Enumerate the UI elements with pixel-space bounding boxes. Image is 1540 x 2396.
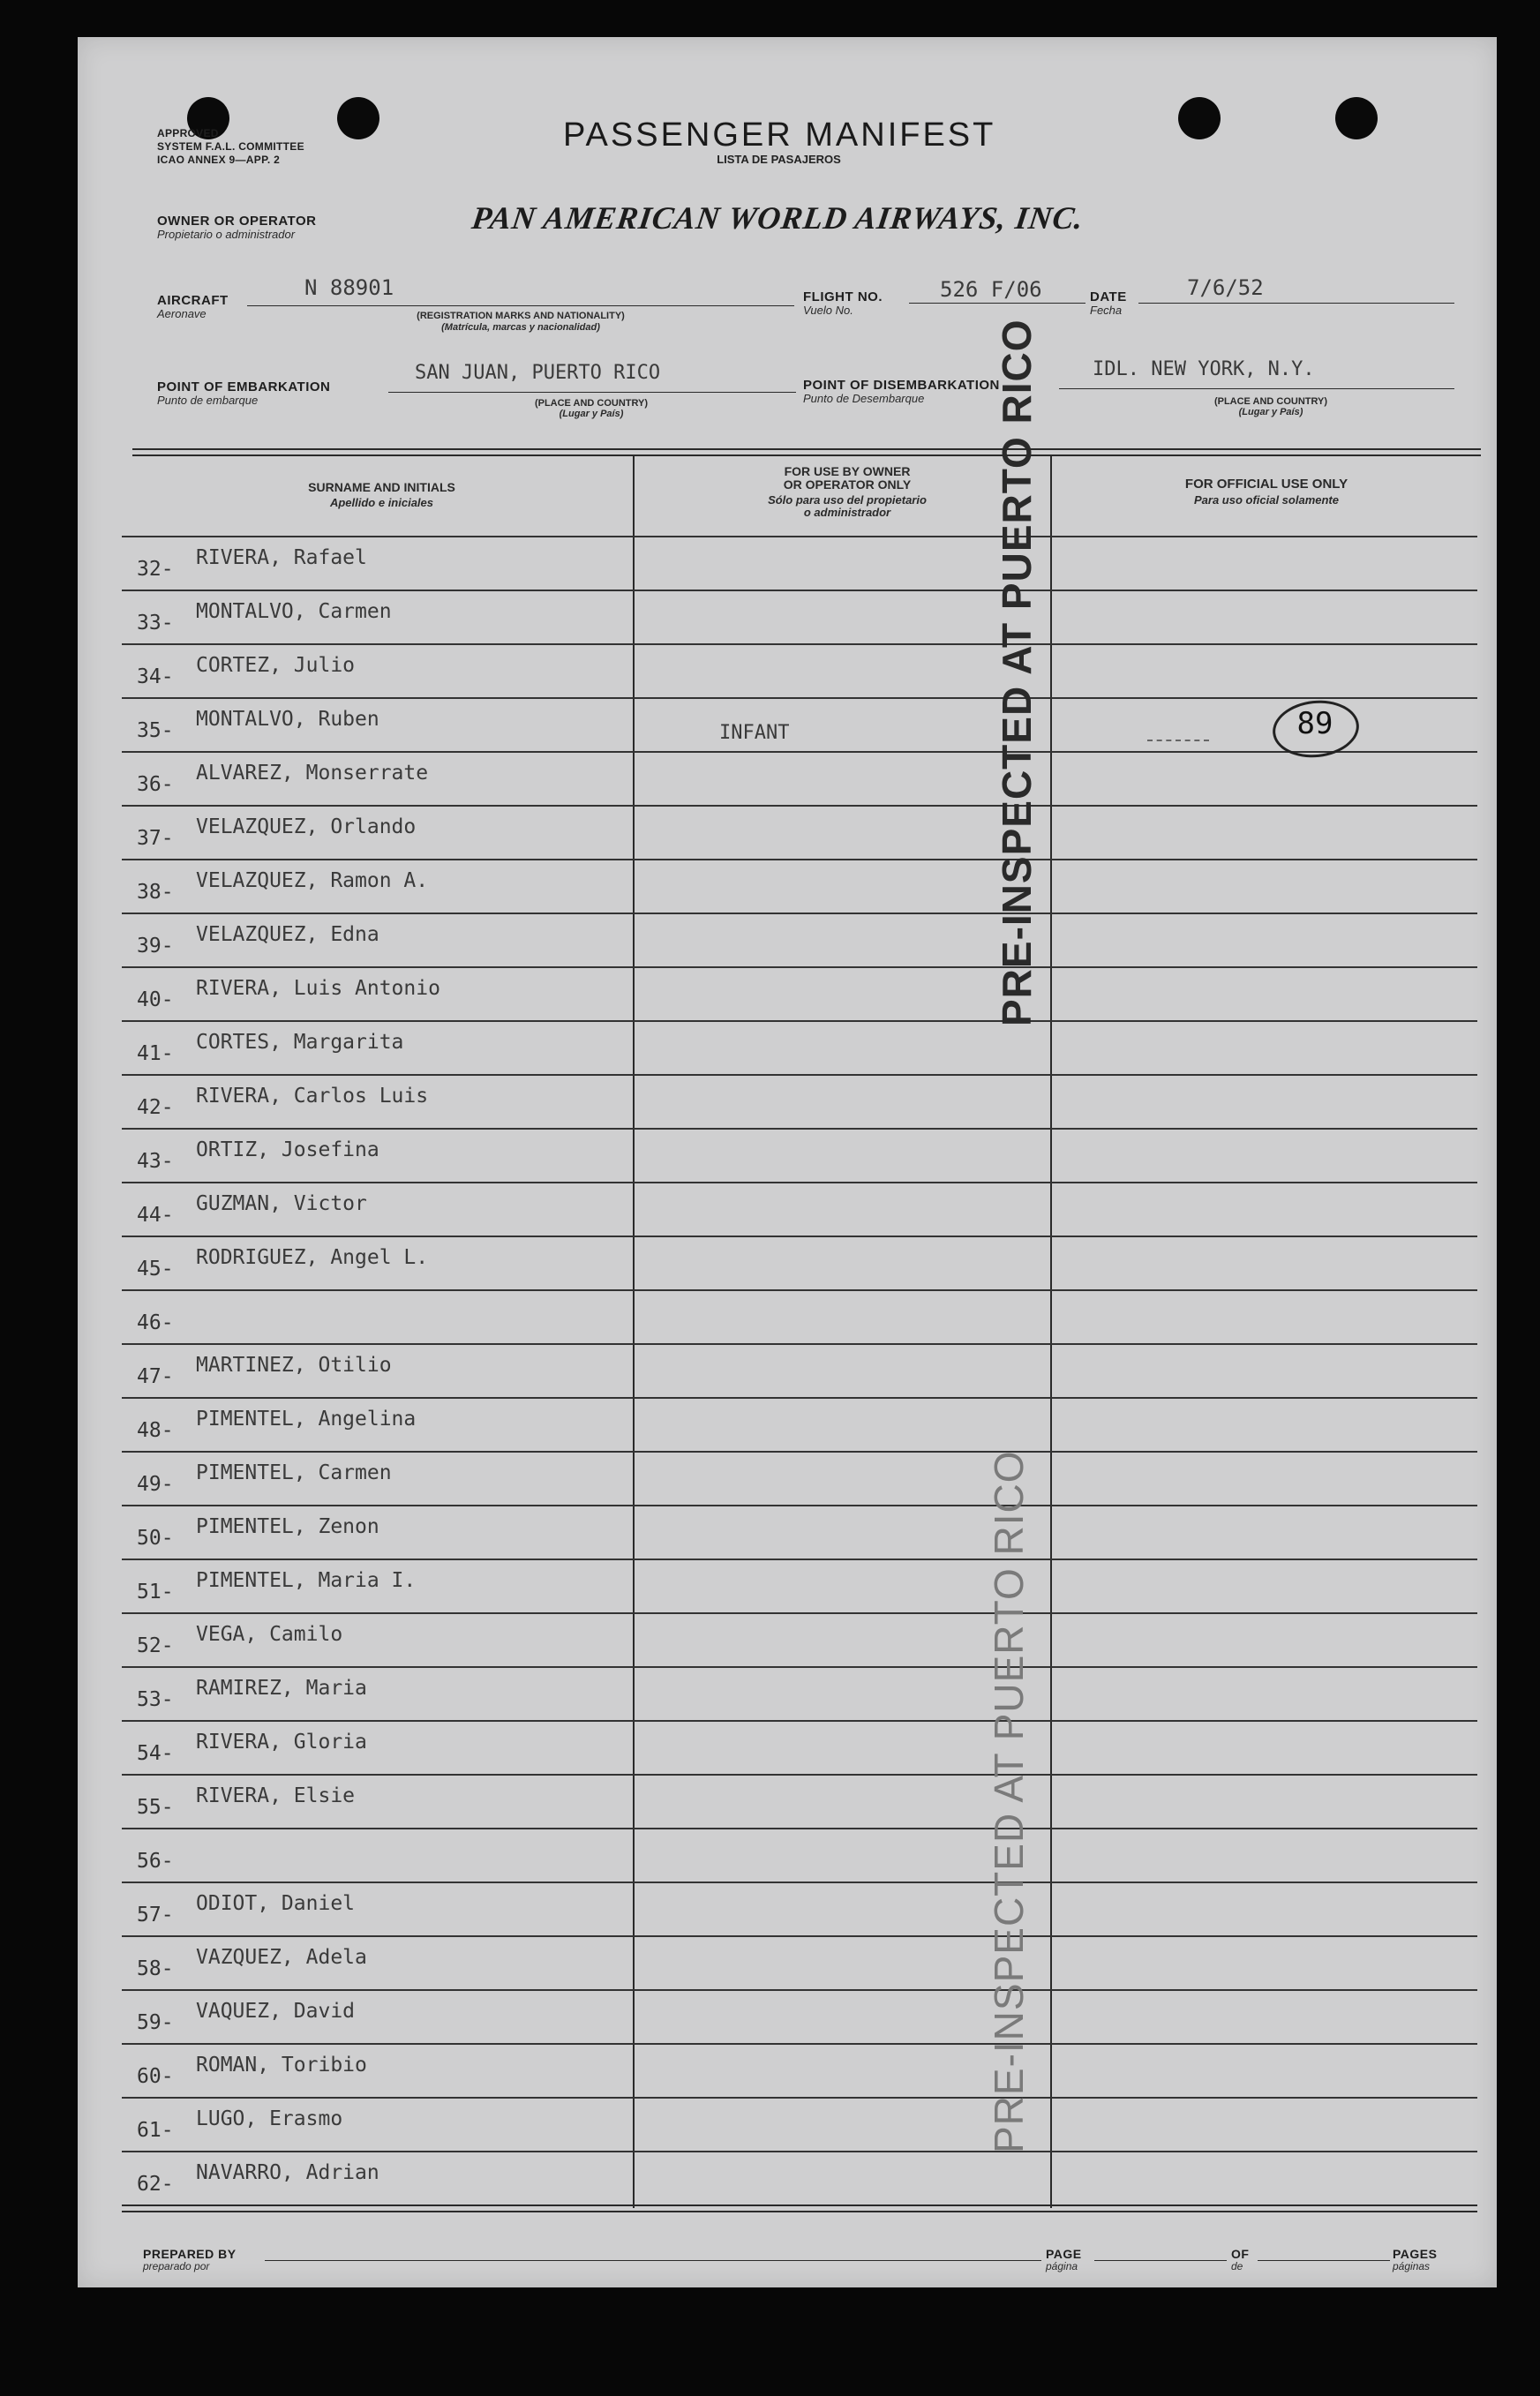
date-value: 7/6/52 <box>1187 275 1264 300</box>
approval-line: SYSTEM F.A.L. COMMITTEE <box>157 140 304 153</box>
passenger-name: ORTIZ, Josefina <box>196 1138 379 1161</box>
row-divider <box>122 590 1477 591</box>
row-number: 53- <box>137 1688 174 1711</box>
row-divider <box>122 1343 1477 1345</box>
row-divider <box>122 1128 1477 1130</box>
flight-value: 526 F/06 <box>940 277 1042 302</box>
flight-label: FLIGHT NO. <box>803 289 883 304</box>
passenger-name: RIVERA, Carlos Luis <box>196 1085 429 1108</box>
prepared-by-label-es: preparado por <box>143 2260 210 2272</box>
row-number: 51- <box>137 1581 174 1604</box>
aircraft-label-es: Aeronave <box>157 307 207 320</box>
row-number: 61- <box>137 2119 174 2142</box>
row-divider <box>122 966 1477 968</box>
operator-label: OWNER OR OPERATOR <box>157 214 317 229</box>
passenger-name: PIMENTEL, Carmen <box>196 1461 392 1484</box>
row-number: 59- <box>137 2011 174 2034</box>
row-number: 55- <box>137 1796 174 1819</box>
header-separator <box>122 536 1477 537</box>
passenger-name: VAZQUEZ, Adela <box>196 1946 367 1969</box>
of-label: OF <box>1231 2247 1250 2261</box>
row-number: 34- <box>137 665 174 688</box>
row-divider <box>122 1020 1477 1022</box>
passenger-name: VAQUEZ, David <box>196 2000 356 2023</box>
passenger-name: MARTINEZ, Otilio <box>196 1354 392 1377</box>
row-number: 47- <box>137 1365 174 1388</box>
aircraft-value: N 88901 <box>304 275 394 300</box>
passenger-name: CORTEZ, Julio <box>196 654 356 677</box>
operator-name: PAN AMERICAN WORLD AIRWAYS, INC. <box>470 200 1086 236</box>
row-number: 42- <box>137 1096 174 1119</box>
row-divider <box>122 697 1477 699</box>
row-divider <box>122 1774 1477 1776</box>
passenger-name: RODRIGUEZ, Angel L. <box>196 1246 429 1269</box>
disembark-place-sub: (PLACE AND COUNTRY) <box>1213 396 1328 407</box>
row-divider <box>122 1666 1477 1668</box>
passenger-name: NAVARRO, Adrian <box>196 2161 379 2184</box>
col-owner-header-es: o administrador <box>803 506 891 519</box>
passenger-name: CORTES, Margarita <box>196 1031 404 1054</box>
row-number: 40- <box>137 988 174 1011</box>
row-divider <box>122 1505 1477 1506</box>
embark-label-es: Punto de embarque <box>157 394 259 407</box>
passenger-name: PIMENTEL, Angelina <box>196 1408 417 1431</box>
passenger-name: VELAZQUEZ, Ramon A. <box>196 869 429 892</box>
embark-place-sub-es: (Lugar y País) <box>559 409 624 419</box>
row-divider <box>122 1397 1477 1399</box>
col-owner-header-es: Sólo para uso del propietario <box>768 493 927 507</box>
passenger-name: RAMIREZ, Maria <box>196 1677 367 1700</box>
row-number: 39- <box>137 935 174 958</box>
passenger-name: PIMENTEL, Zenon <box>196 1515 379 1538</box>
col-surname-header-es: Apellido e iniciales <box>329 496 434 509</box>
row-number: 32- <box>137 558 174 581</box>
row-divider <box>122 751 1477 753</box>
passenger-name: GUZMAN, Victor <box>196 1192 367 1215</box>
date-label-es: Fecha <box>1090 304 1123 317</box>
embark-label: POINT OF EMBARKATION <box>157 379 331 394</box>
row-number: 62- <box>137 2173 174 2196</box>
row-number: 33- <box>137 612 174 635</box>
row-number: 44- <box>137 1204 174 1227</box>
row-divider <box>122 1451 1477 1453</box>
row-number: 43- <box>137 1150 174 1173</box>
pre-inspected-stamp-faint: PRE-INSPECTED AT PUERTO RICO <box>986 1450 1032 2153</box>
aircraft-label: AIRCRAFT <box>157 293 229 308</box>
row-number: 46- <box>137 1311 174 1334</box>
page-label-es: página <box>1046 2260 1078 2272</box>
pages-label-es: páginas <box>1393 2260 1431 2272</box>
row-divider <box>122 1182 1477 1183</box>
operator-label-es: Propietario o administrador <box>157 228 296 241</box>
row-divider <box>122 913 1477 914</box>
row-divider <box>122 643 1477 645</box>
row-number: 37- <box>137 827 174 850</box>
table-bottom-rule <box>122 2211 1477 2212</box>
col-owner-header: OR OPERATOR ONLY <box>783 477 912 492</box>
date-label: DATE <box>1090 289 1127 304</box>
row-number: 57- <box>137 1904 174 1927</box>
row-number: 56- <box>137 1850 174 1873</box>
passenger-name: RIVERA, Luis Antonio <box>196 977 440 1000</box>
disembark-label: POINT OF DISEMBARKATION <box>803 378 1000 393</box>
col-official-header: FOR OFFICIAL USE ONLY <box>1184 477 1348 492</box>
row-divider <box>122 1074 1477 1076</box>
row-number: 41- <box>137 1042 174 1065</box>
row-number: 36- <box>137 773 174 796</box>
row-divider <box>122 1828 1477 1829</box>
flight-underline <box>909 303 1086 304</box>
punch-hole <box>337 97 379 139</box>
column-divider <box>1050 456 1052 2208</box>
punch-hole <box>1178 97 1221 139</box>
passenger-name: RIVERA, Elsie <box>196 1784 356 1807</box>
flight-label-es: Vuelo No. <box>803 304 853 317</box>
embark-place-sub: (PLACE AND COUNTRY) <box>534 398 649 409</box>
row-number: 45- <box>137 1258 174 1281</box>
row-number: 54- <box>137 1742 174 1765</box>
row-number: 58- <box>137 1957 174 1980</box>
row-number: 52- <box>137 1634 174 1657</box>
row-divider <box>122 1612 1477 1614</box>
passenger-name: ODIOT, Daniel <box>196 1892 356 1915</box>
disembark-label-es: Punto de Desembarque <box>803 392 925 405</box>
row-divider <box>122 1559 1477 1560</box>
passenger-name: VEGA, Camilo <box>196 1623 343 1646</box>
table-top-rule <box>132 448 1481 450</box>
row-divider <box>122 1881 1477 1883</box>
row-divider <box>122 1935 1477 1937</box>
row-divider <box>122 2151 1477 2152</box>
row-divider <box>122 1989 1477 1991</box>
of-label-es: de <box>1231 2260 1243 2272</box>
row-divider <box>122 1289 1477 1291</box>
page-label: PAGE <box>1046 2247 1082 2261</box>
col-surname-header: SURNAME AND INITIALS <box>308 480 455 494</box>
table-bottom-rule <box>122 2204 1477 2206</box>
row-number: 48- <box>137 1419 174 1442</box>
disembark-underline <box>1059 388 1454 389</box>
row-divider <box>122 1236 1477 1237</box>
passenger-name: VELAZQUEZ, Edna <box>196 923 379 946</box>
row-divider <box>122 2097 1477 2099</box>
manifest-title-es: LISTA DE PASAJEROS <box>717 153 841 166</box>
official-mark-dash <box>1147 740 1209 741</box>
page-underline <box>1094 2260 1227 2261</box>
col-official-header-es: Para uso oficial solamente <box>1193 493 1339 507</box>
column-divider <box>633 456 635 2208</box>
manifest-title: PASSENGER MANIFEST <box>563 116 996 154</box>
infant-note: INFANT <box>719 722 790 744</box>
row-divider <box>122 2043 1477 2045</box>
pages-label: PAGES <box>1393 2247 1438 2261</box>
official-mark: 89 <box>1296 706 1333 741</box>
approval-line: APPROVED <box>157 127 219 139</box>
row-number: 35- <box>137 719 174 742</box>
embark-value: SAN JUAN, PUERTO RICO <box>415 362 661 384</box>
passenger-name: PIMENTEL, Maria I. <box>196 1569 417 1592</box>
row-divider <box>122 859 1477 860</box>
col-owner-header: FOR USE BY OWNER <box>784 464 911 478</box>
passenger-name: RIVERA, Gloria <box>196 1731 367 1754</box>
passenger-name: ALVAREZ, Monserrate <box>196 762 429 785</box>
row-number: 38- <box>137 881 174 904</box>
date-underline <box>1138 303 1454 304</box>
row-number: 50- <box>137 1527 174 1550</box>
punch-hole <box>1335 97 1378 139</box>
aircraft-sub-es: (Matrícula, marcas y nacionalidad) <box>441 322 600 333</box>
row-number: 49- <box>137 1473 174 1496</box>
passenger-name: ROMAN, Toribio <box>196 2054 367 2077</box>
row-divider <box>122 805 1477 807</box>
passenger-name: VELAZQUEZ, Orlando <box>196 815 417 838</box>
table-top-rule <box>132 454 1481 456</box>
aircraft-underline <box>247 305 794 306</box>
disembark-place-sub-es: (Lugar y País) <box>1238 407 1303 417</box>
row-number: 60- <box>137 2065 174 2088</box>
prepared-by-label: PREPARED BY <box>143 2247 237 2261</box>
disembark-value: IDL. NEW YORK, N.Y. <box>1093 358 1315 380</box>
pre-inspected-stamp: PRE-INSPECTED AT PUERTO RICO <box>994 319 1040 1026</box>
passenger-name: LUGO, Erasmo <box>196 2107 343 2130</box>
embark-underline <box>388 392 796 393</box>
passenger-name: RIVERA, Rafael <box>196 546 367 569</box>
row-divider <box>122 1720 1477 1722</box>
of-underline <box>1258 2260 1390 2261</box>
approval-line: ICAO ANNEX 9—APP. 2 <box>157 154 281 166</box>
aircraft-sub: (REGISTRATION MARKS AND NATIONALITY) <box>417 311 625 321</box>
prepared-by-underline <box>265 2260 1041 2261</box>
passenger-name: MONTALVO, Ruben <box>196 708 379 731</box>
passenger-name: MONTALVO, Carmen <box>196 600 392 623</box>
